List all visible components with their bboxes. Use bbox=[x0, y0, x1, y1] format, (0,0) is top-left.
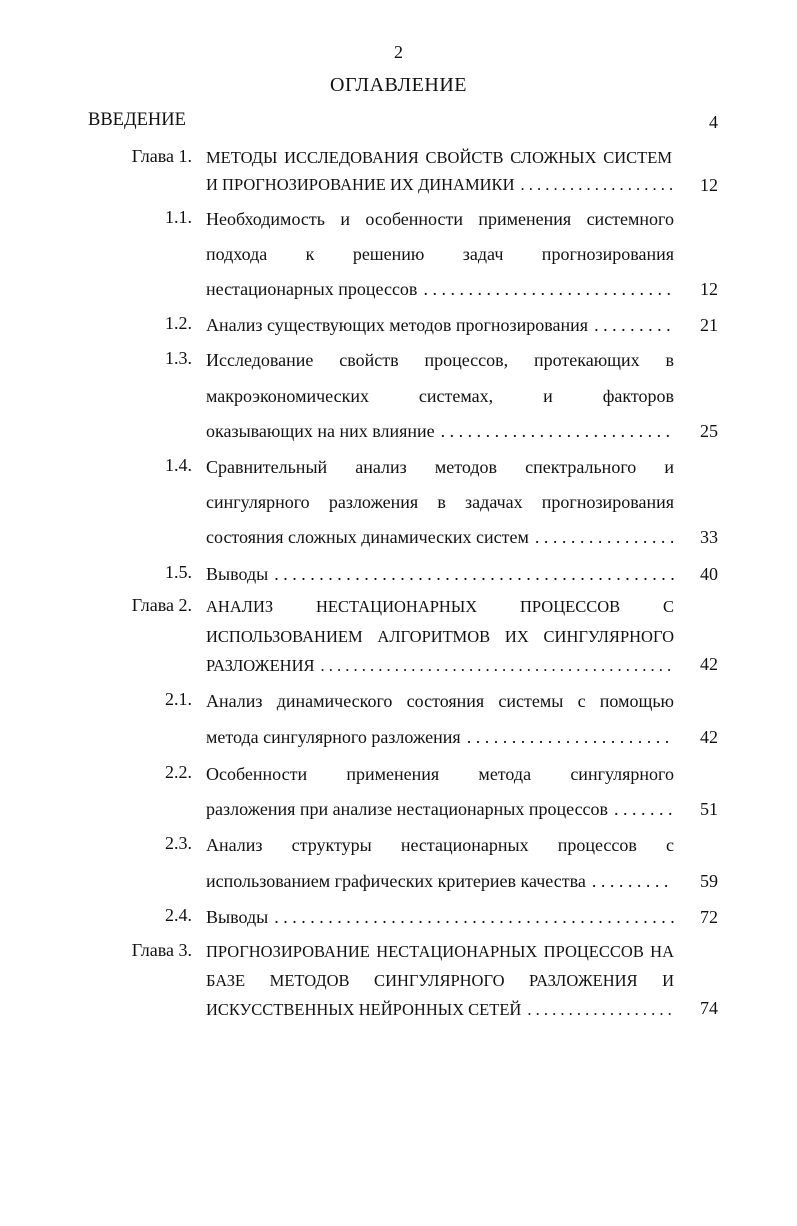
section-2-4-line-1-text: Выводы bbox=[206, 907, 269, 927]
section-2-2-line-2 bbox=[206, 797, 674, 821]
section-1-4-page: 33 bbox=[700, 527, 718, 547]
chapter-3-label: Глава 3. bbox=[131, 940, 192, 960]
leader-dots bbox=[435, 419, 674, 443]
section-1-5-line-1 bbox=[206, 562, 674, 586]
section-1-3-page: 25 bbox=[700, 421, 718, 441]
leader-dots bbox=[461, 725, 674, 749]
section-1-3-line-1: Исследование свойств процессов, протекающих в bbox=[206, 350, 674, 370]
section-2-1-line-2 bbox=[206, 725, 674, 749]
section-1-1-line-1: Необходимость и особенности применения системного bbox=[206, 209, 674, 229]
intro-page: 4 bbox=[709, 112, 718, 132]
section-1-1-line-3-text: нестационарных процессов bbox=[206, 279, 418, 299]
section-1-4-line-3-text: состояния сложных динамических систем bbox=[206, 527, 529, 547]
section-1-2-page: 21 bbox=[700, 315, 718, 335]
chapter-3-page: 74 bbox=[700, 998, 718, 1018]
chapter-3-title-line-3-text: ИСКУССТВЕННЫХ НЕЙРОННЫХ СЕТЕЙ bbox=[206, 1000, 522, 1019]
section-2-4-label: 2.4. bbox=[165, 905, 192, 925]
section-1-3-line-2: макроэкономических системах, и факторов bbox=[206, 386, 674, 406]
chapter-2-label: Глава 2. bbox=[131, 595, 192, 615]
page-number: 2 bbox=[394, 42, 403, 62]
section-2-2-label: 2.2. bbox=[165, 762, 192, 782]
section-2-3-line-1: Анализ структуры нестационарных процессов с bbox=[206, 835, 674, 855]
section-1-1-label: 1.1. bbox=[165, 207, 192, 227]
chapter-1-title-line-2-text: И ПРОГНОЗИРОВАНИЕ ИХ ДИНАМИКИ bbox=[206, 175, 515, 194]
leader-dots bbox=[315, 654, 674, 678]
section-2-4-page: 72 bbox=[700, 907, 718, 927]
leader-dots bbox=[588, 313, 674, 337]
chapter-2-title-line-3 bbox=[206, 654, 674, 678]
leader-dots bbox=[268, 562, 674, 586]
chapter-1-title-line-2 bbox=[206, 173, 674, 197]
section-1-5-page: 40 bbox=[700, 564, 718, 584]
section-1-4-line-3 bbox=[206, 525, 674, 549]
chapter-1-label: Глава 1. bbox=[131, 146, 192, 166]
section-1-5-line-1-text: Выводы bbox=[206, 564, 269, 584]
section-1-4-line-2: сингулярного разложения в задачах прогнозирования bbox=[206, 492, 674, 512]
chapter-1-page: 12 bbox=[700, 175, 718, 195]
section-1-3-line-3 bbox=[206, 419, 674, 443]
section-2-4-line-1 bbox=[206, 905, 674, 929]
section-2-1-line-1: Анализ динамического состояния системы с помощью bbox=[206, 691, 674, 711]
section-1-4-line-1: Сравнительный анализ методов спектрального и bbox=[206, 457, 674, 477]
chapter-2-title-line-1: АНАЛИЗ НЕСТАЦИОНАРНЫХ ПРОЦЕССОВ С bbox=[206, 597, 674, 616]
section-1-5-label: 1.5. bbox=[165, 562, 192, 582]
intro-title: ВВЕДЕНИЕ bbox=[88, 110, 186, 130]
section-1-2-line-1 bbox=[206, 313, 674, 337]
chapter-3-title-line-3 bbox=[206, 998, 674, 1022]
section-2-3-line-2-text: использованием графических критериев качества bbox=[206, 871, 586, 891]
section-1-3-label: 1.3. bbox=[165, 348, 192, 368]
section-2-3-label: 2.3. bbox=[165, 833, 192, 853]
section-1-2-label: 1.2. bbox=[165, 313, 192, 333]
section-1-1-line-2: подхода к решению задач прогнозирования bbox=[206, 244, 674, 264]
leader-dots bbox=[268, 905, 674, 929]
leader-dots bbox=[529, 525, 674, 549]
leader-dots bbox=[521, 998, 674, 1022]
toc-heading: ОГЛАВЛЕНИЕ bbox=[330, 74, 467, 96]
section-2-1-page: 42 bbox=[700, 727, 718, 747]
leader-dots bbox=[586, 869, 674, 893]
section-1-1-line-3 bbox=[206, 277, 674, 301]
section-2-1-label: 2.1. bbox=[165, 689, 192, 709]
chapter-2-title-line-3-text: РАЗЛОЖЕНИЯ bbox=[206, 656, 315, 675]
section-1-4-label: 1.4. bbox=[165, 455, 192, 475]
section-2-2-line-1: Особенности применения метода сингулярного bbox=[206, 764, 674, 784]
chapter-3-title-line-2: БАЗЕ МЕТОДОВ СИНГУЛЯРНОГО РАЗЛОЖЕНИЯ И bbox=[206, 971, 674, 990]
section-2-1-line-2-text: метода сингулярного разложения bbox=[206, 727, 461, 747]
chapter-1-title-line-1: МЕТОДЫ ИССЛЕДОВАНИЯ СВОЙСТВ СЛОЖНЫХ СИСТЕМ bbox=[206, 148, 672, 167]
section-1-3-line-3-text: оказывающих на них влияние bbox=[206, 421, 435, 441]
section-2-3-line-2 bbox=[206, 869, 674, 893]
leader-dots bbox=[608, 797, 674, 821]
leader-dots bbox=[514, 173, 674, 197]
section-2-2-page: 51 bbox=[700, 799, 718, 819]
section-1-1-page: 12 bbox=[700, 279, 718, 299]
chapter-2-title-line-2: ИСПОЛЬЗОВАНИЕМ АЛГОРИТМОВ ИХ СИНГУЛЯРНОГО bbox=[206, 627, 674, 646]
section-2-3-page: 59 bbox=[700, 871, 718, 891]
chapter-2-page: 42 bbox=[700, 654, 718, 674]
leader-dots bbox=[417, 277, 674, 301]
chapter-3-title-line-1: ПРОГНОЗИРОВАНИЕ НЕСТАЦИОНАРНЫХ ПРОЦЕССОВ НА bbox=[206, 942, 674, 961]
section-1-2-line-1-text: Анализ существующих методов прогнозирования bbox=[206, 315, 589, 335]
section-2-2-line-2-text: разложения при анализе нестационарных процессов bbox=[206, 799, 609, 819]
